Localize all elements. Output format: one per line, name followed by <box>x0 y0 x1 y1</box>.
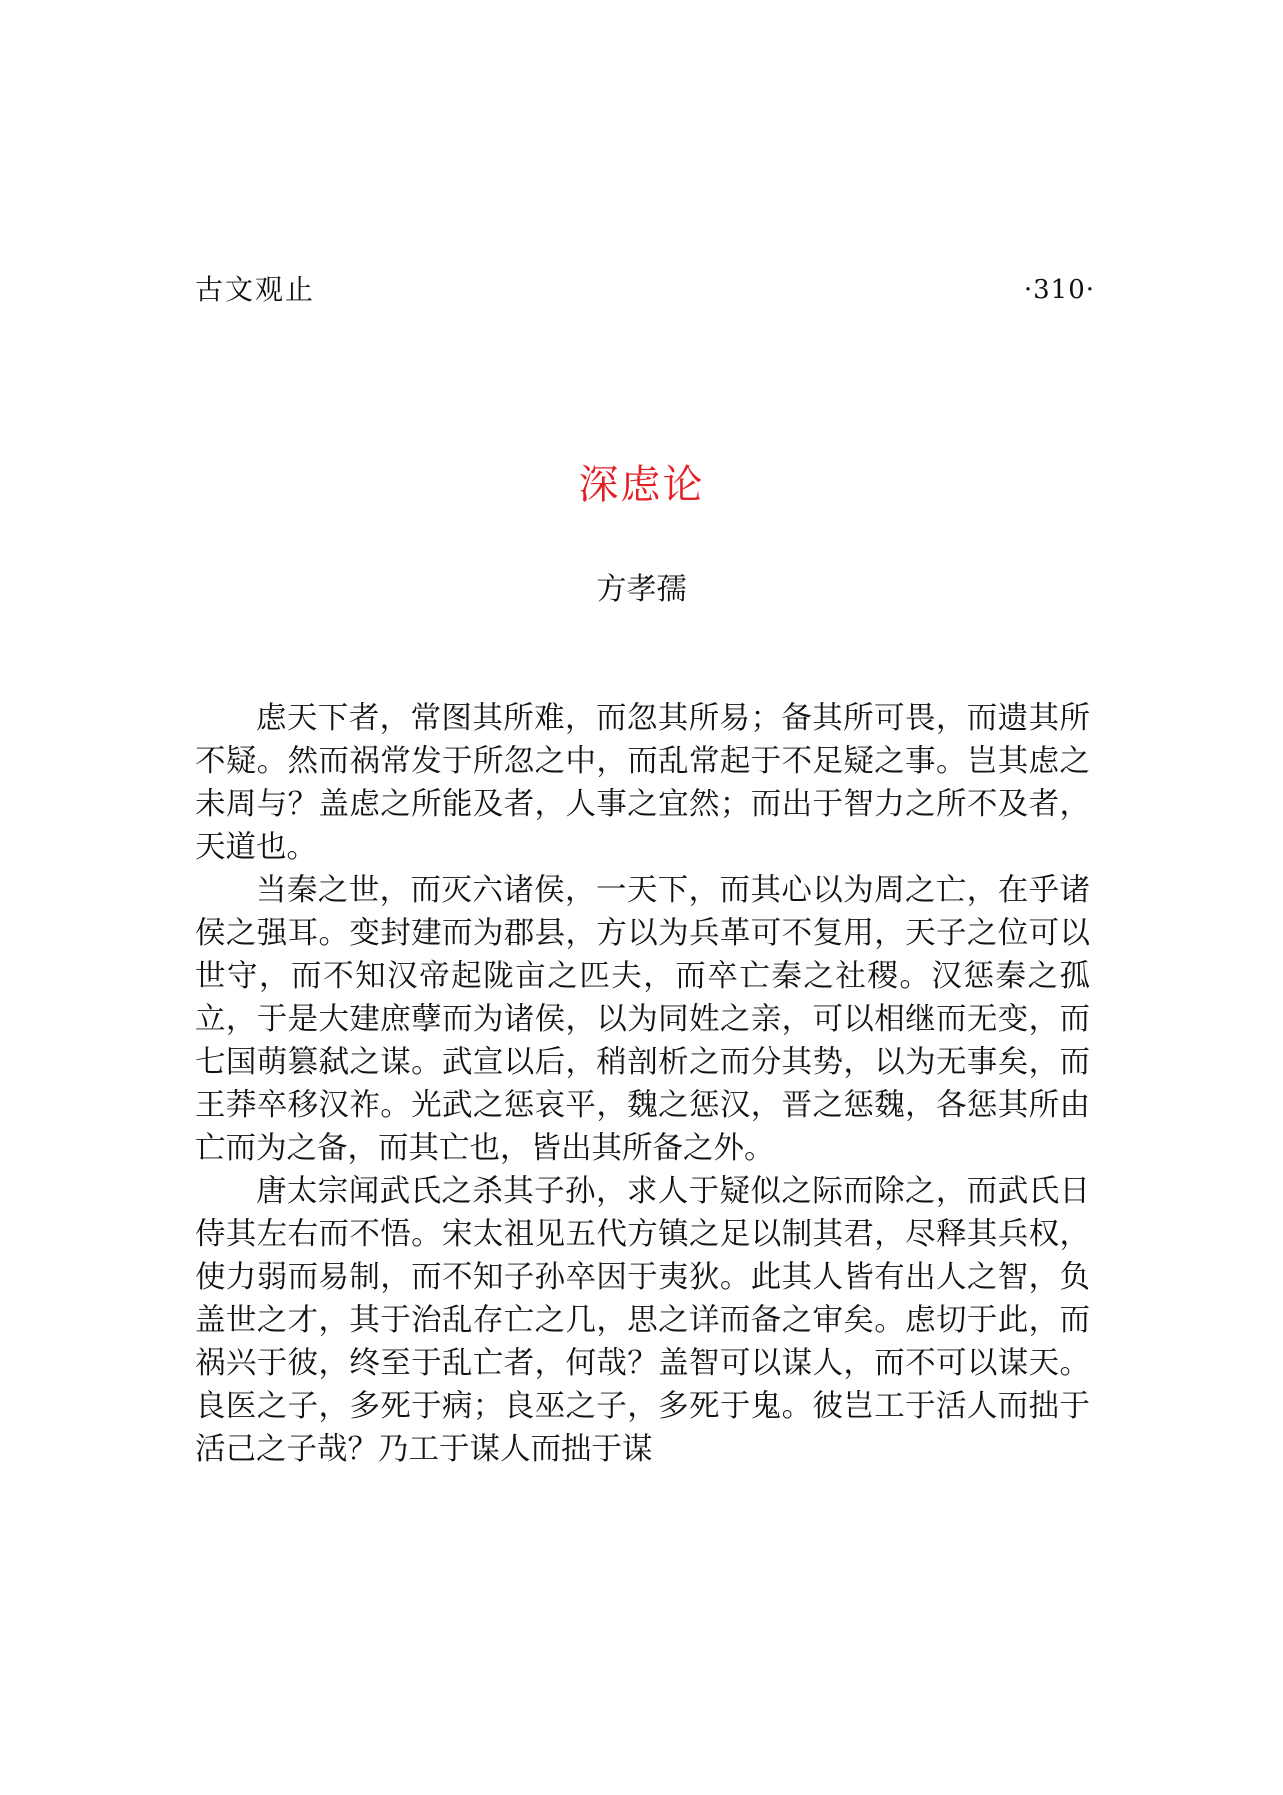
running-header <box>195 270 1095 310</box>
paragraph-3: 唐太宗闻武氏之杀其子孙，求人于疑似之际而除之，而武氏日侍其左右而不悟。宋太祖见五代方镇之足以制其君，尽释其兵权，使力弱而易制，而不知子孙卒因于夷狄。此其人皆有出人之智，负盖世之才，其于治乱存亡之几，思之详而备之审矣。虑切于此，而祸兴于彼，终至于乱亡者，何哉？盖智可以谋人，而不可以谋天。良医之子，多死于病；良巫之子，多死于鬼。彼岂工于活人而拙于活己之子哉？乃工于谋人而拙于谋 <box>195 1174 1090 1467</box>
essay-title: 深虑论 <box>578 462 705 508</box>
paragraph-2: 当秦之世，而灭六诸侯，一天下，而其心以为周之亡，在乎诸侯之强耳。变封建而为郡县，方以为兵革可不复用，天子之位可以世守，而不知汉帝起陇亩之匹夫，而卒亡秦之社稷。汉惩秦之孤立，于是大建庶孽而为诸侯，以为同姓之亲，可以相继而无变，而七国萌篡弑之谋。武宣以后，稍剖析之而分其势，以为无事矣，而王莽卒移汉祚。光武之惩哀平，魏之惩汉，晋之惩魏，各惩其所由亡而为之备，而其亡也，皆出其所备之外。 <box>195 873 1090 1166</box>
page-number: ·310· <box>1023 275 1095 305</box>
paragraph-1: 虑天下者，常图其所难，而忽其所易；备其所可畏，而遗其所不疑。然而祸常发于所忽之中，而乱常起于不足疑之事。岂其虑之未周与？盖虑之所能及者，人事之宜然；而出于智力之所不及者，天道也。 <box>195 701 1090 865</box>
book-title: 古文观止 <box>195 273 316 306</box>
essay-body <box>195 697 1090 1471</box>
essay-author: 方孝孺 <box>596 572 687 607</box>
